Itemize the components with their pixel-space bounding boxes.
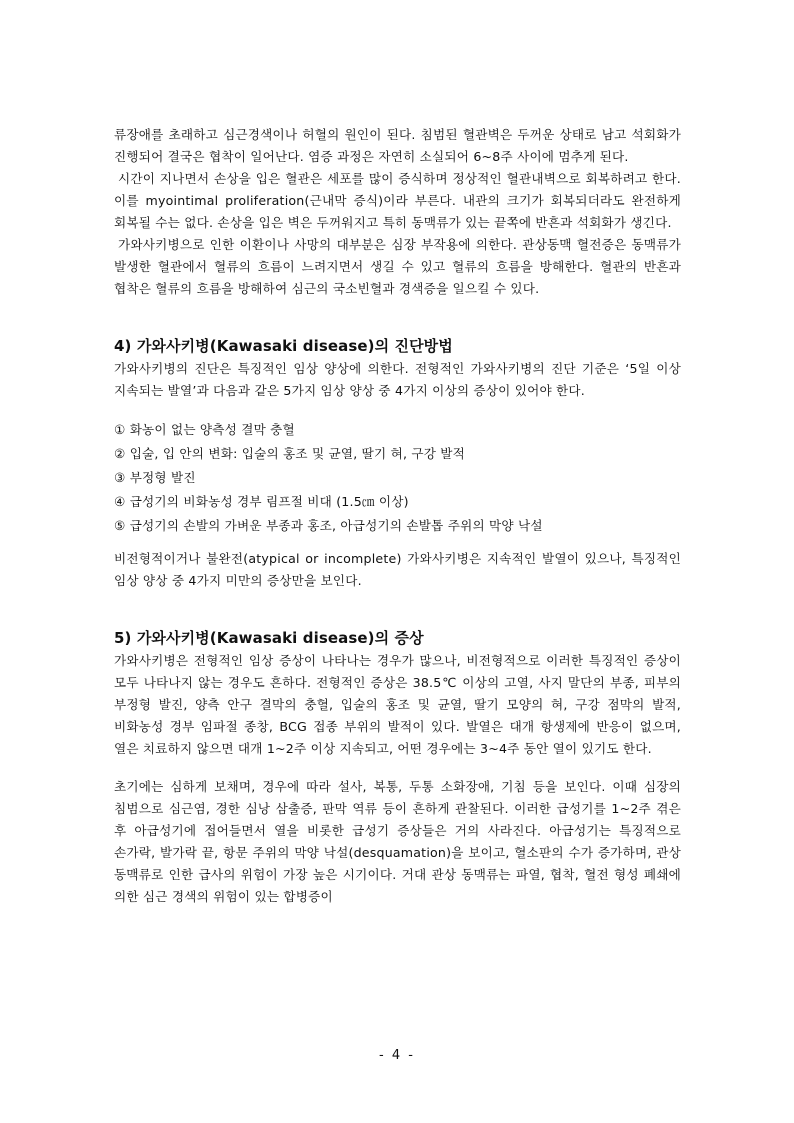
body-paragraph: 가와사키병으로 인한 이환이나 사망의 대부분은 심장 부작용에 의한다. 관상동맥 혈전증은 동맥류가 발생한 혈관에서 혈류의 흐름이 느려지면서 생길 수 있고 혈류의 흐름을 방해한다. 혈관의 반흔과 협착은 혈류의 흐름을 방해하여 심근의 국소빈혈과 경색증을 일으킬 수 있다. xyxy=(114,237,681,296)
page-number: - 4 - xyxy=(379,1048,415,1063)
section-4-intro: 가와사키병의 진단은 특징적인 임상 양상에 의한다. 전형적인 가와사키병의 진단 기준은 ‘5일 이상 지속되는 발열’과 다음과 같은 5가지 임상 양상 중 4가지 이상의 증상이 있어야 한다. xyxy=(114,361,681,398)
section-4-heading: 4) 가와사키병(Kawasaki disease)의 진단방법 xyxy=(114,337,453,355)
section-4-note: 비전형적이거나 불완전(atypical or incomplete) 가와사키병은 지속적인 발열이 있으나, 특징적인 임상 양상 중 4가지 미만의 증상만을 보인다. xyxy=(114,551,681,588)
criteria-item: ⑤ 급성기의 손발의 가벼운 부종과 홍조, 아급성기의 손발톱 주위의 막양 낙설 xyxy=(114,518,543,533)
spacer xyxy=(114,300,681,334)
criteria-item: ② 입술, 입 안의 변화: 입술의 홍조 및 균열, 딸기 혀, 구강 발적 xyxy=(114,446,466,461)
spacer xyxy=(114,402,681,418)
body-paragraph: 류장애를 초래하고 심근경색이나 허혈의 원인이 된다. 침범된 혈관벽은 두꺼운 상태로 남고 석회화가 진행되어 결국은 협착이 일어난다. 염증 과정은 자연히 소실되어 6~8주 사이에 멈추게 된다. xyxy=(114,127,681,164)
spacer xyxy=(114,592,681,626)
body-paragraph: 시간이 지나면서 손상을 입은 혈관은 세포를 많이 증식하며 정상적인 혈관내벽으로 회복하려고 한다. 이를 myointimal proliferation(근내막 증식)이라 부른다. 내관의 크기가 회복되더라도 완전하게 회복될 수는 없다. 손상을 입은 벽은 두꺼워지고 특히 동맥류가 있는 끝쪽에 반흔과 석회화가 생긴다. xyxy=(114,171,681,230)
document-page xyxy=(114,124,681,908)
criteria-item: ③ 부정형 발진 xyxy=(114,470,196,485)
spacer xyxy=(114,760,681,776)
section-5-paragraph: 초기에는 심하게 보채며, 경우에 따라 설사, 복통, 두통 소화장애, 기침 등을 보인다. 이때 심장의 침범으로 심근염, 경한 심낭 삼출증, 판막 역류 등이 흔하게 관찰된다. 이러한 급성기를 1~2주 겪은 후 아급성기에 접어들면서 열을 비롯한 급성기 증상들은 거의 사라진다. 아급성기는 특징적으로 손가락, 발가락 끝, 항문 주위의 막양 낙설(desquamation)을 보이고, 혈소판의 수가 증가하며, 관상 동맥류로 인한 급사의 위험이 가장 높은 시기이다. 거대 관상 동맥류는 파열, 협착, 혈전 형성 폐쇄에 의한 심근 경색의 위험이 있는 합병증이 xyxy=(114,779,681,904)
section-5-heading: 5) 가와사키병(Kawasaki disease)의 증상 xyxy=(114,629,424,647)
diagnostic-criteria-list xyxy=(114,418,681,538)
criteria-item: ④ 급성기의 비화농성 경부 림프절 비대 (1.5㎝ 이상) xyxy=(114,494,409,509)
section-5-paragraph: 가와사키병은 전형적인 임상 증상이 나타나는 경우가 많으나, 비전형적으로 이러한 특징적인 증상이 모두 나타나지 않는 경우도 흔하다. 전형적인 증상은 38.5℃ 이상의 고열, 사지 말단의 부종, 피부의 부정형 발진, 양측 안구 결막의 충혈, 입술의 홍조 및 균열, 딸기 모양의 혀, 구강 점막의 발적, 비화농성 경부 임파절 종창, BCG 접종 부위의 발적이 있다. 발열은 대개 항생제에 반응이 없으며, 열은 치료하지 않으면 대개 1~2주 이상 지속되고, 어떤 경우에는 3~4주 동안 열이 있기도 한다. xyxy=(114,653,681,756)
criteria-item: ① 화농이 없는 양측성 결막 충혈 xyxy=(114,422,295,437)
spacer xyxy=(114,538,681,548)
